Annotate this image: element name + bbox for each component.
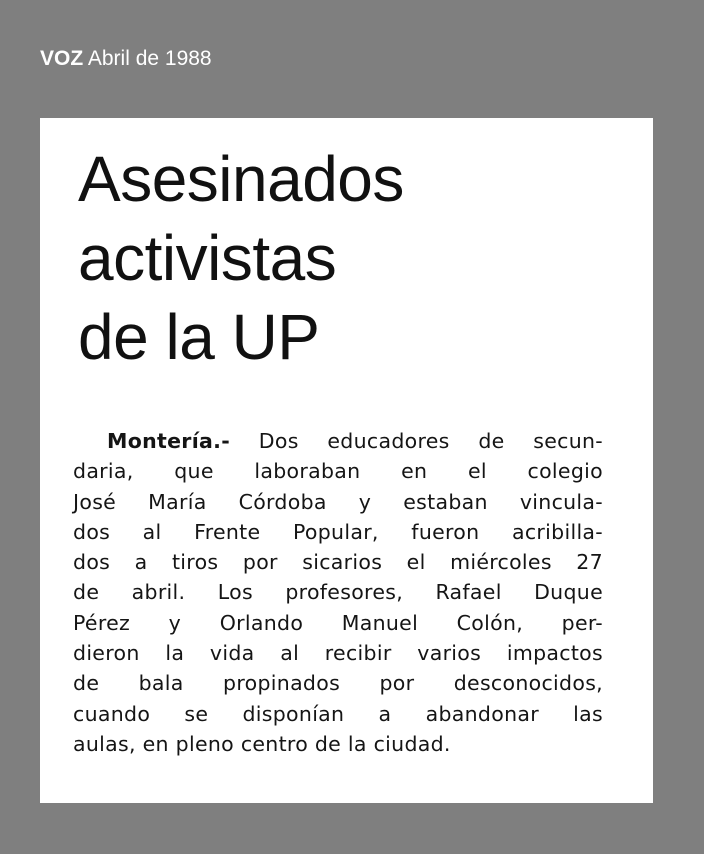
body-line: de abril. Los profesores, Rafael Duque <box>73 580 603 605</box>
body-line: José María Córdoba y estaban vincula- <box>73 489 603 514</box>
body-line: Pérez y Orlando Manuel Colón, per- <box>73 610 603 635</box>
headline <box>78 140 404 377</box>
headline-line: activistas <box>78 222 337 294</box>
body-line: de bala propinados por desconocidos, <box>73 671 603 696</box>
publication-date: Abril de 1988 <box>87 47 212 70</box>
publication-name: VOZ <box>40 47 84 70</box>
article-body <box>73 426 603 759</box>
headline-line: de la UP <box>78 301 320 373</box>
source-caption <box>40 47 212 71</box>
body-line-text: Dos educadores de secun- <box>258 429 603 453</box>
dateline: Montería.- <box>107 429 231 453</box>
body-line: aulas, en pleno centro de la ciudad. <box>73 731 451 756</box>
body-line: cuando se disponían a abandonar las <box>73 701 603 726</box>
newspaper-clipping <box>40 118 653 803</box>
body-line: daria, que laboraban en el colegio <box>73 459 603 484</box>
body-line: dieron la vida al recibir varios impactos <box>73 641 603 666</box>
body-line: dos a tiros por sicarios el miércoles 27 <box>73 550 603 575</box>
body-line: dos al Frente Popular, fueron acribilla- <box>73 519 603 544</box>
body-line <box>73 426 603 456</box>
headline-line: Asesinados <box>78 143 404 215</box>
